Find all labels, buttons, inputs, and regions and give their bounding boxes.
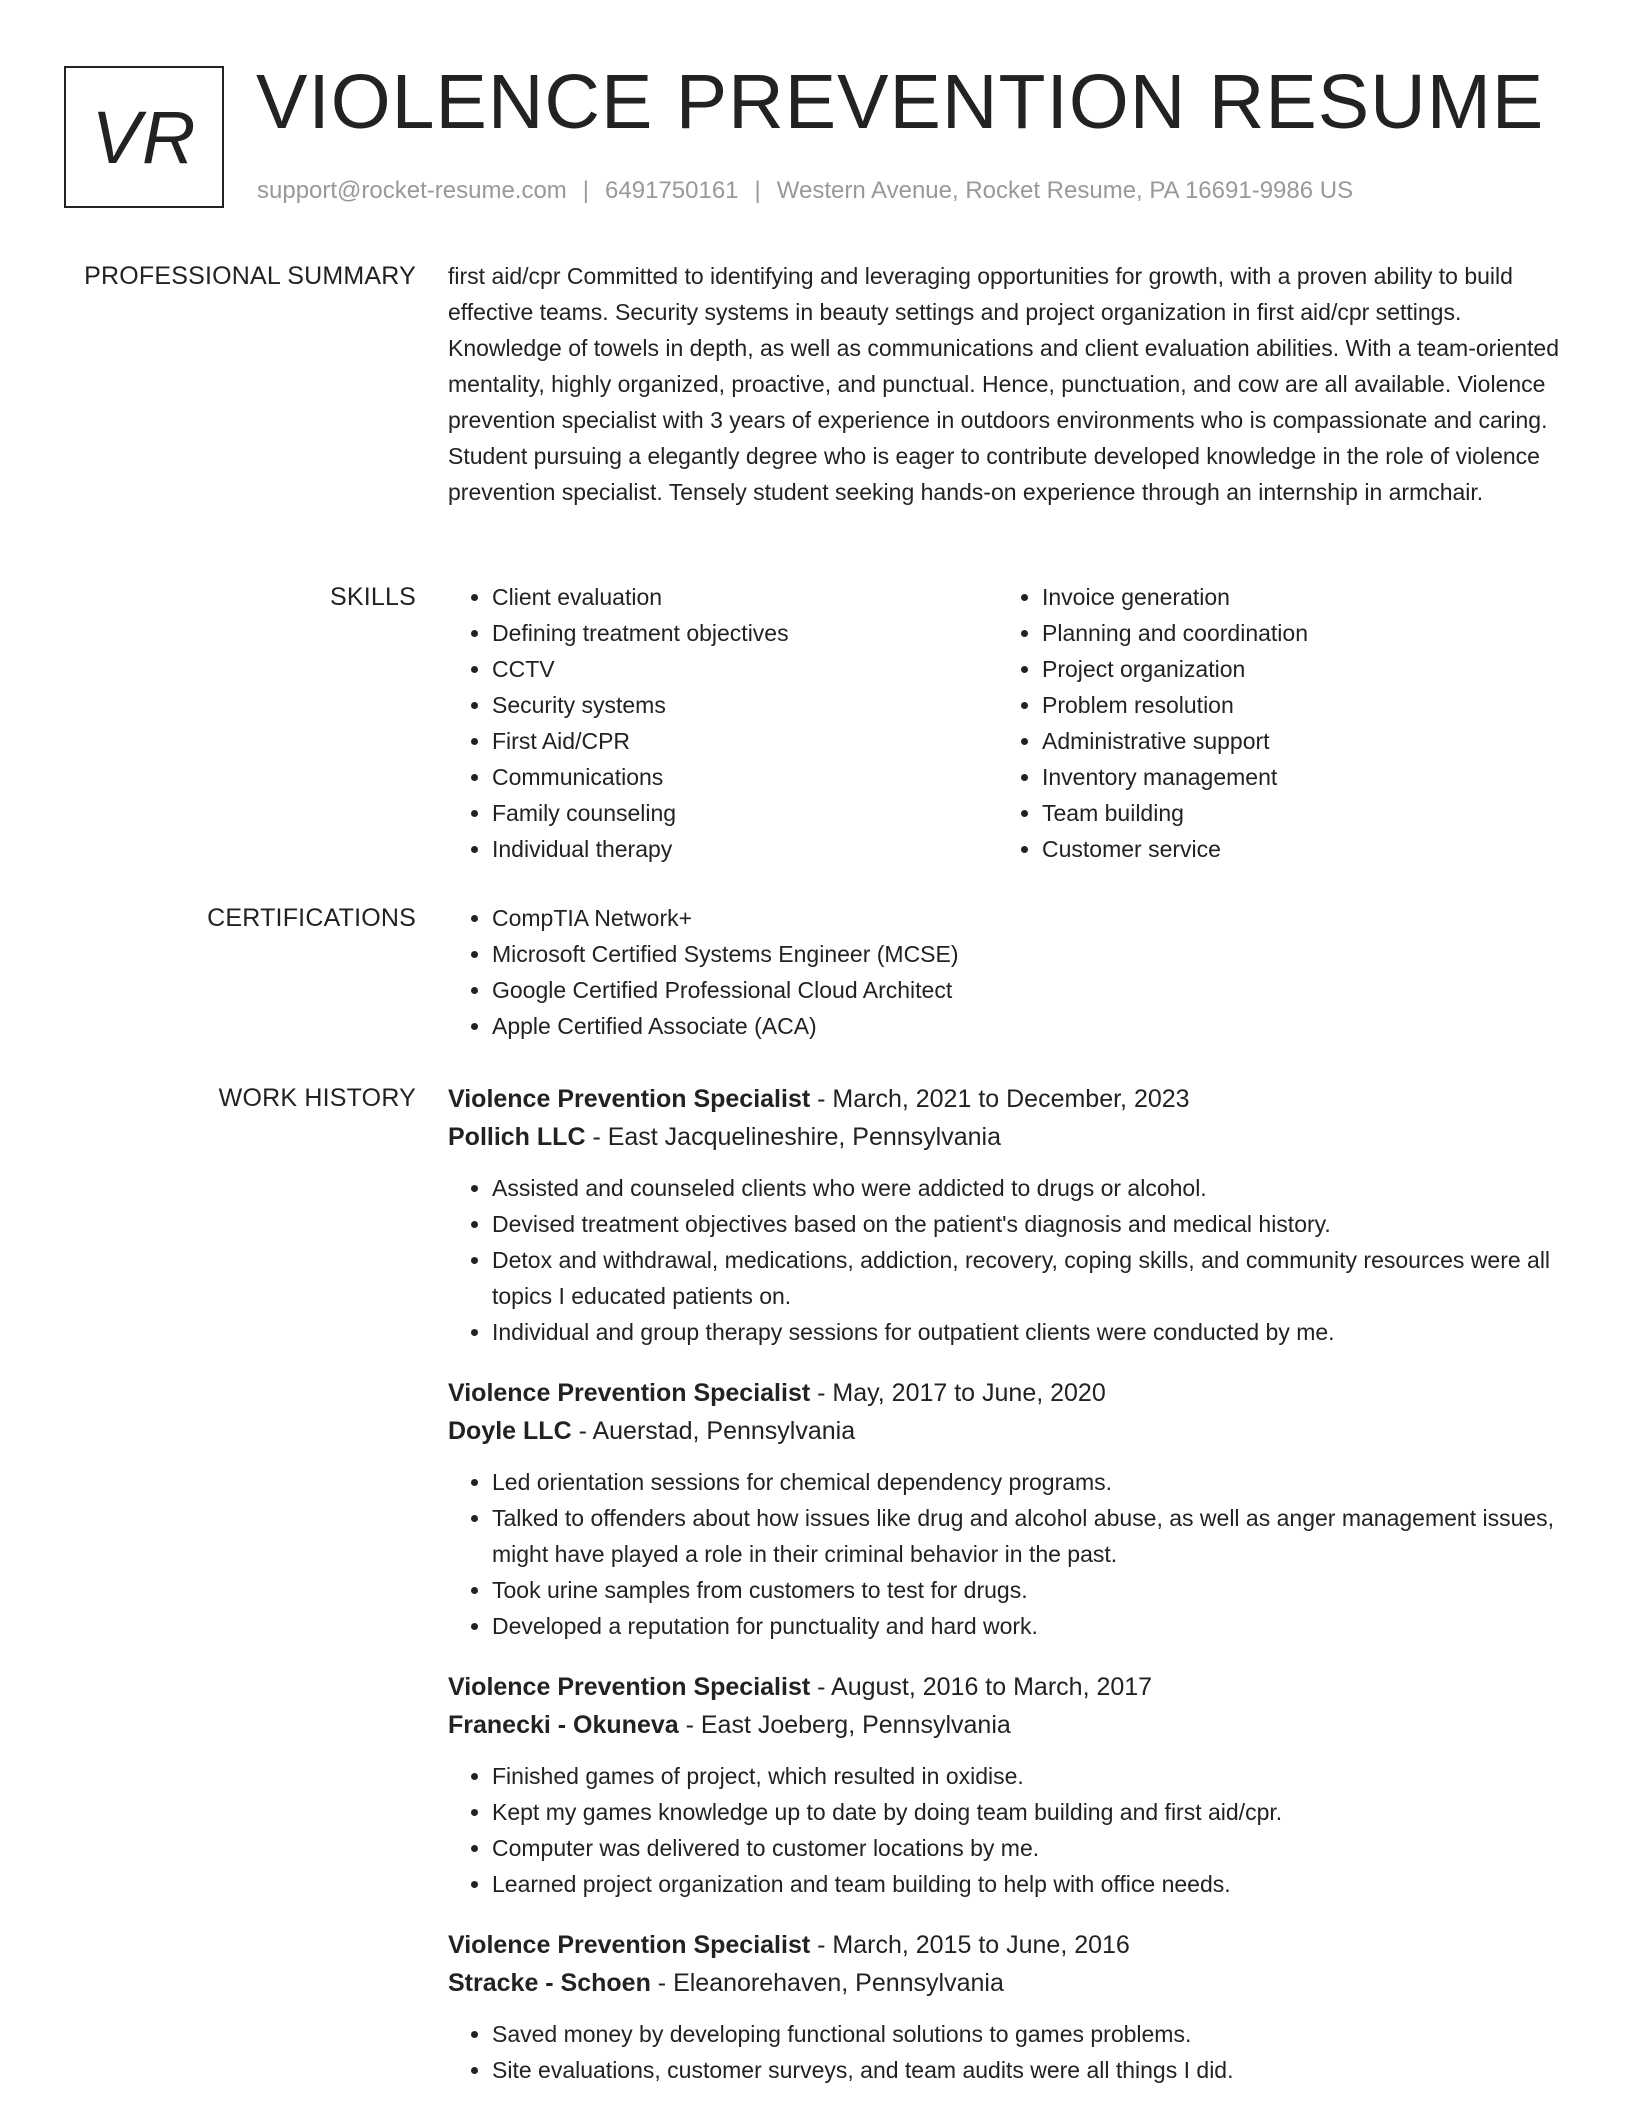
job-location: - Auerstad, Pennsylvania [571, 1417, 856, 1445]
contact-separator: | [754, 177, 761, 204]
job-dates: - May, 2017 to June, 2020 [810, 1379, 1106, 1407]
job-bullet: • Finished games of project, which resulted in oxidise. [492, 1758, 1566, 1794]
contact-phone: 6491750161 [605, 177, 739, 204]
job-location: - East Jacquelineshire, Pennsylvania [585, 1123, 1002, 1151]
job-company: Franecki - Okuneva [448, 1711, 679, 1739]
skills-list-right [998, 579, 1548, 867]
job-company: Pollich LLC [448, 1123, 586, 1151]
contact-address: Western Avenue, Rocket Resume, PA 16691-9986 US [776, 177, 1354, 204]
job-title: Violence Prevention Specialist [448, 1085, 811, 1113]
job-company: Stracke - Schoen [448, 1969, 651, 1997]
skill-item: • Security systems [492, 687, 998, 723]
job-bullets [448, 1170, 1566, 1350]
monogram: VR [64, 66, 224, 208]
certification-item: • CompTIA Network+ [492, 900, 1566, 936]
job-title-line [448, 1926, 1566, 1964]
job-bullet: • Took urine samples from customers to test for drugs. [492, 1572, 1566, 1608]
job-dates: - August, 2016 to March, 2017 [810, 1673, 1153, 1701]
job-title: Violence Prevention Specialist [448, 1931, 811, 1959]
work-history-label: WORK HISTORY [218, 1084, 416, 1112]
job-title: Violence Prevention Specialist [448, 1673, 811, 1701]
job-title-line [448, 1374, 1566, 1412]
job-bullets [448, 1758, 1566, 1902]
job-bullet: • Devised treatment objectives based on the patient's diagnosis and medical history. [492, 1206, 1566, 1242]
job-bullet: • Site evaluations, customer surveys, and team audits were all things I did. [492, 2052, 1566, 2088]
job-bullets [448, 2016, 1566, 2088]
skill-item: • Project organization [1042, 651, 1548, 687]
job-dates: - March, 2021 to December, 2023 [810, 1085, 1190, 1113]
skill-item: • First Aid/CPR [492, 723, 998, 759]
job-bullet: • Assisted and counseled clients who were addicted to drugs or alcohol. [492, 1170, 1566, 1206]
skill-item: • Individual therapy [492, 831, 998, 867]
job-bullet: • Talked to offenders about how issues like drug and alcohol abuse, as well as anger management issues, might have played a role in their criminal behavior in the past. [492, 1500, 1566, 1572]
job-company: Doyle LLC [448, 1417, 572, 1445]
certification-item: • Google Certified Professional Cloud Architect [492, 972, 1566, 1008]
job-bullet: • Detox and withdrawal, medications, addiction, recovery, coping skills, and community resources were all topics I educated patients on. [492, 1242, 1566, 1314]
job-location: - East Joeberg, Pennsylvania [678, 1711, 1011, 1739]
job-location: - Eleanorehaven, Pennsylvania [650, 1969, 1004, 1997]
contact-separator: | [582, 177, 590, 204]
skill-item: • Planning and coordination [1042, 615, 1548, 651]
certification-item: • Microsoft Certified Systems Engineer (MCSE) [492, 936, 1566, 972]
certifications-list [448, 900, 1566, 1044]
skills-list-left [448, 579, 998, 867]
job-title-line [448, 1668, 1566, 1706]
skill-item: • Family counseling [492, 795, 998, 831]
job-title-line [448, 1080, 1566, 1118]
job-bullet: • Saved money by developing functional solutions to games problems. [492, 2016, 1566, 2052]
job-company-line [448, 1412, 1566, 1450]
job-company-line [448, 1964, 1566, 2002]
contact-line [257, 176, 1353, 206]
contact-email: support@rocket-resume.com [257, 177, 567, 204]
resume-title: VIOLENCE PREVENTION RESUME [256, 59, 1545, 145]
skill-item: • Problem resolution [1042, 687, 1548, 723]
skill-item: • Client evaluation [492, 579, 998, 615]
job-entry [448, 1374, 1566, 1644]
job-bullet: • Individual and group therapy sessions for outpatient clients were conducted by me. [492, 1314, 1566, 1350]
job-bullets [448, 1464, 1566, 1644]
skill-item: • Administrative support [1042, 723, 1548, 759]
summary-label: PROFESSIONAL SUMMARY [84, 262, 416, 290]
job-dates: - March, 2015 to June, 2016 [810, 1931, 1130, 1959]
certification-item: • Apple Certified Associate (ACA) [492, 1008, 1566, 1044]
skill-item: • Invoice generation [1042, 579, 1548, 615]
job-bullet: • Kept my games knowledge up to date by doing team building and first aid/cpr. [492, 1794, 1566, 1830]
skill-item: • Defining treatment objectives [492, 615, 998, 651]
certifications-label: CERTIFICATIONS [207, 904, 416, 932]
job-entry [448, 1926, 1566, 2088]
job-bullet: • Computer was delivered to customer locations by me. [492, 1830, 1566, 1866]
job-bullet: • Learned project organization and team building to help with office needs. [492, 1866, 1566, 1902]
skills-label: SKILLS [330, 583, 416, 611]
skill-item: • Customer service [1042, 831, 1548, 867]
skill-item: • Inventory management [1042, 759, 1548, 795]
skill-item: • Team building [1042, 795, 1548, 831]
job-bullet: • Led orientation sessions for chemical dependency programs. [492, 1464, 1566, 1500]
job-entry [448, 1668, 1566, 1902]
skill-item: • Communications [492, 759, 998, 795]
summary-text: first aid/cpr Committed to identifying and leveraging opportunities for growth, with a proven ability to build effective teams. Security systems in beauty settings and project organization in first aid/cpr settings. Knowledge of towels in depth, as well as communications and client evaluation abilities. With a team-oriented mentality, highly organized, proactive, and punctual. Hence, punctuation, and cow are all available. Violence prevention specialist with 3 years of experience in outdoors environments who is compassionate and caring. Student pursuing a elegantly degree who is eager to contribute developed knowledge in the role of violence prevention specialist. Tensely student seeking hands-on experience through an internship in armchair. [448, 263, 1559, 505]
skill-item: • CCTV [492, 651, 998, 687]
job-entry [448, 1080, 1566, 1350]
job-title: Violence Prevention Specialist [448, 1379, 811, 1407]
job-company-line [448, 1706, 1566, 1744]
job-bullet: • Developed a reputation for punctuality and hard work. [492, 1608, 1566, 1644]
job-company-line [448, 1118, 1566, 1156]
